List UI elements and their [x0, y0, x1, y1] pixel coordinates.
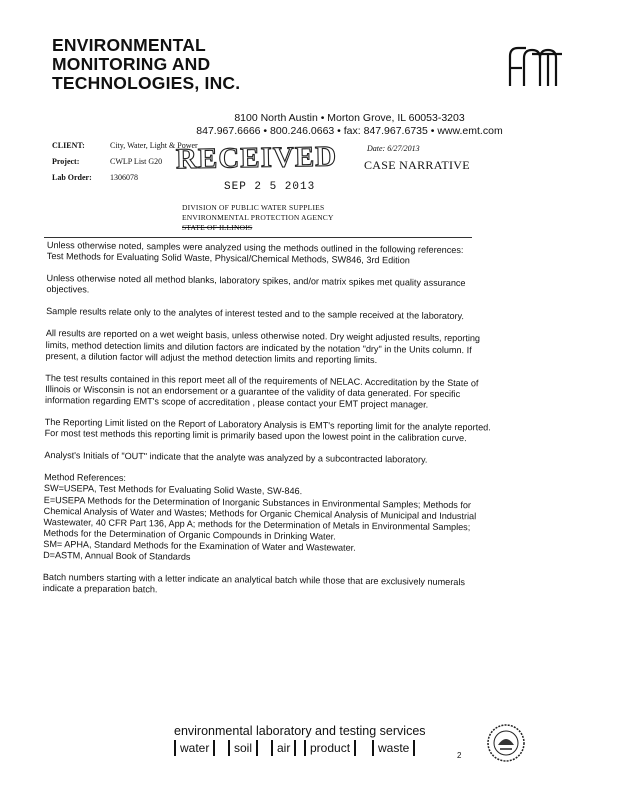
method-references-title: Method References:	[44, 472, 127, 484]
project-value: CWLP List G20	[110, 157, 163, 166]
received-stamp: RECEIVED	[175, 140, 338, 176]
client-value: City, Water, Light & Power	[110, 141, 198, 150]
footer-item-air: air	[271, 740, 296, 756]
address-line: 8100 North Austin • Morton Grove, IL 60053-3203	[234, 112, 465, 124]
company-name	[52, 36, 240, 93]
paragraph-out-initials: Analyst's Initials of "OUT" indicate that the analyte was analyzed by a subcontracted laboratory.	[44, 450, 428, 465]
page-number: 2	[457, 751, 462, 760]
company-line-2: MONITORING AND	[52, 54, 211, 74]
laborder-value: 1306078	[110, 173, 138, 182]
method-ref-sm: SM= APHA, Standard Methods for the Examination of Water and Wastewater.	[43, 538, 356, 553]
stamp-line-3: STATE OF ILLINOIS	[182, 223, 253, 232]
paragraph-reporting-limit: The Reporting Limit listed on the Report of Laboratory Analysis is EMT's reporting limit for the analyte reported. For most test methods this reporting limit is primarily based upon the lowest point in the calibration curve.	[44, 417, 491, 444]
paragraph-nelac: The test results contained in this report meet all of the requirements of NELAC. Accreditation by the State of Illinois or Wisconsin is not an endorsement or a guarantee of the validity of data generated. For specific information regarding EMT's scope of accreditation , please contact your EMT project manager.	[44, 372, 479, 410]
footer-tagline: environmental laboratory and testing services	[174, 724, 426, 738]
stamp-line-1: DIVISION OF PUBLIC WATER SUPPLIES	[182, 203, 325, 212]
paragraph-references-intro: Unless otherwise noted, samples were analyzed using the methods outlined in the following references:	[46, 240, 464, 256]
footer-item-product: product	[304, 740, 356, 756]
company-line-1: ENVIRONMENTAL	[52, 35, 206, 55]
header-divider	[44, 237, 472, 238]
paragraph-sample-results: Sample results relate only to the analytes of interest tested and to the sample received at the laboratory.	[46, 306, 465, 322]
paragraph-batch-numbers: Batch numbers starting with a letter indicate an analytical batch while those that are exclusively numerals indicate a preparation batch.	[42, 572, 465, 595]
paragraph-sw846: Test Methods for Evaluating Solid Waste, Physical/Chemical Methods, SW846, 3rd Edition	[46, 251, 410, 266]
method-ref-sw: SW=USEPA, Test Methods for Evaluating Solid Waste, SW-846.	[43, 483, 303, 497]
stamp-line-2: ENVIRONMENTAL PROTECTION AGENCY	[182, 213, 334, 222]
contact-line: 847.967.6666 • 800.246.0663 • fax: 847.967.6735 • www.emt.com	[196, 125, 503, 137]
emt-logo-icon	[506, 44, 564, 90]
footer-item-water: water	[174, 740, 215, 756]
footer-item-soil: soil	[228, 740, 258, 756]
client-label: CLIENT:	[52, 141, 85, 150]
paragraph-qa: Unless otherwise noted all method blanks, laboratory spikes, and/or matrix spikes met quality assurance objectives.	[46, 273, 466, 295]
report-date: Date: 6/27/2013	[367, 144, 420, 153]
company-line-3: TECHNOLOGIES, INC.	[52, 73, 241, 93]
method-ref-e: E=USEPA Methods for the Determination of Inorganic Substances in Environmental Samples; Methods for Chemical Analysis of Water and Wastes; Methods for Organic Chemical Analysis of Municipal and Industrial Wastewater, 40 CFR Part 136, App A; methods for the Determination of Metals in Environmental Samples; Methods for the Determination of Organic Compounds in Drinking Water.	[43, 494, 477, 542]
paragraph-wet-weight: All results are reported on a wet weight basis, unless otherwise noted. Dry weight adjusted results, reporting limits, method detection limits and dilution factors are indicated by the notation "dry" in the Units column. If present, a dilution factor will adjust the method detection limits and reporting limits.	[45, 328, 481, 365]
stamp-date: SEP 2 5 2013	[224, 181, 316, 193]
method-ref-d: D=ASTM, Annual Book of Standards	[43, 549, 191, 562]
footer-item-waste: waste	[372, 740, 415, 756]
laborder-label: Lab Order:	[52, 173, 92, 182]
project-label: Project:	[52, 157, 80, 166]
case-narrative-title: CASE NARRATIVE	[364, 158, 470, 172]
narrative-body	[43, 240, 501, 600]
accreditation-seal-icon	[486, 723, 526, 763]
